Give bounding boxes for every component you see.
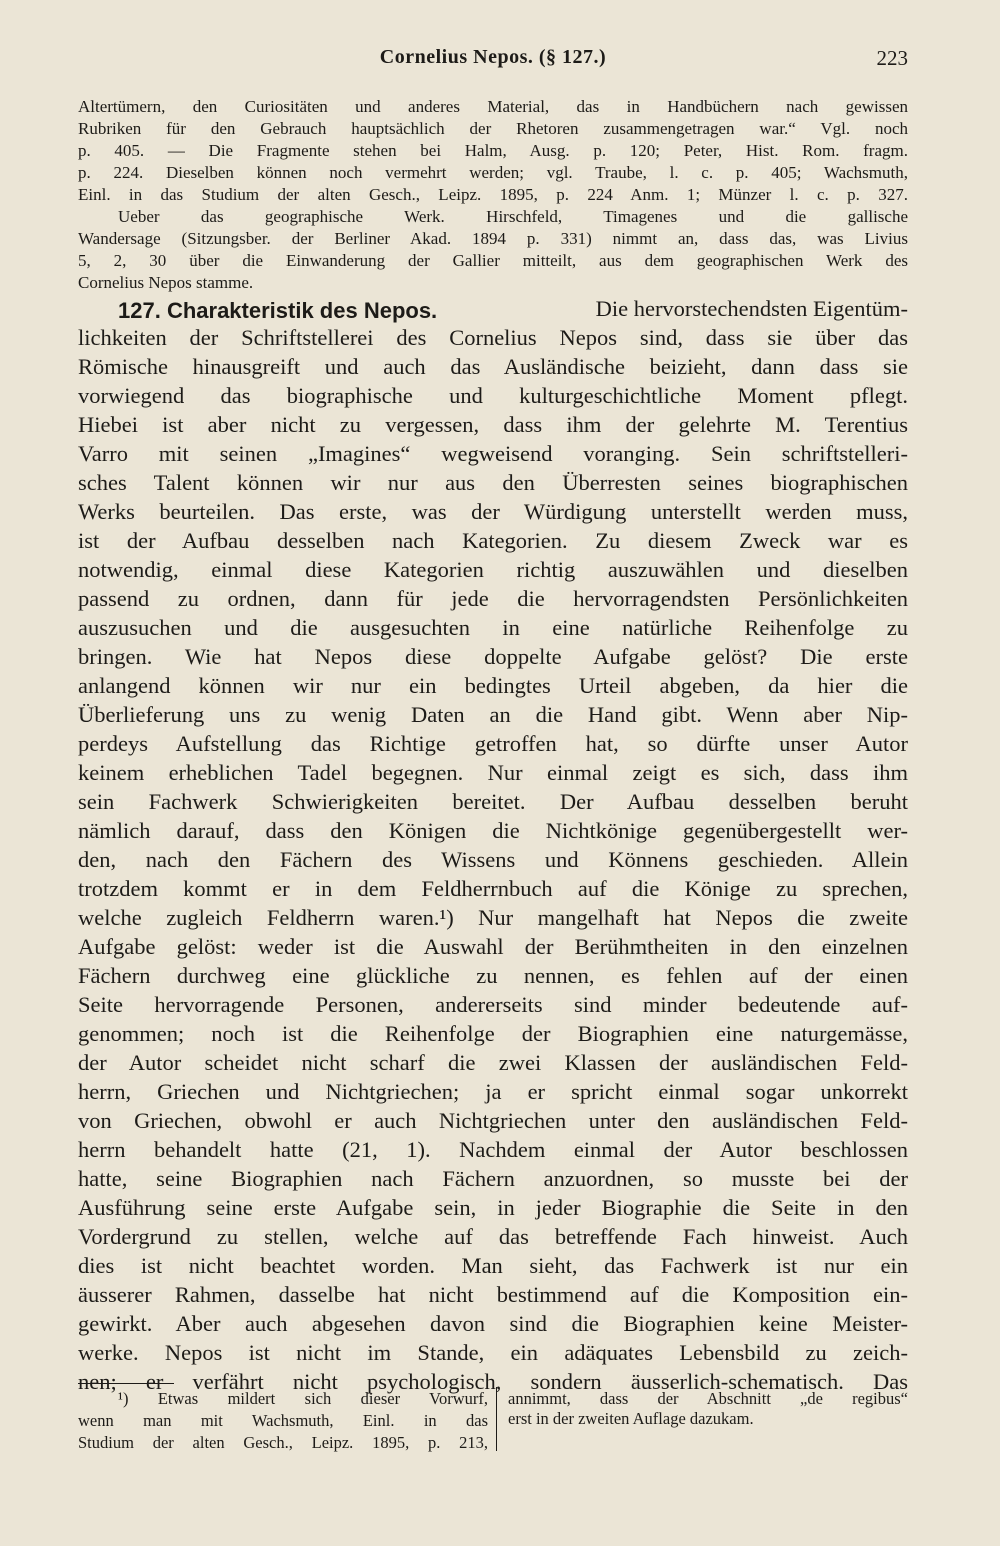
note-line: 5, 2, 30 über die Einwanderung der Gallier mitteilt, aus dem geographischen Werk des — [78, 251, 908, 270]
body-line: keinem erheblichen Tadel begegnen. Nur einmal zeigt es sich, dass ihm — [78, 760, 908, 785]
body-line: gewirkt. Aber auch abgesehen davon sind die Biographien keine Meister- — [78, 1311, 908, 1336]
footnote-line: Studium der alten Gesch., Leipz. 1895, p. 213, — [78, 1433, 488, 1452]
body-line: Varro mit seinen „Imagines“ wegweisend voranging. Sein schriftstelleri- — [78, 441, 908, 466]
body-line: Ausführung seine erste Aufgabe sein, in jeder Biographie die Seite in den — [78, 1195, 908, 1220]
body-line: den, nach den Fächern des Wissens und Könnens geschieden. Allein — [78, 847, 908, 872]
footnote-line: ¹) Etwas mildert sich dieser Vorwurf, — [118, 1389, 488, 1408]
running-title: Cornelius Nepos. (§ 127.) — [379, 46, 607, 68]
body-line: perdeys Aufstellung das Richtige getroffen hat, so dürfte unser Autor — [78, 731, 908, 756]
body-line: herrn, Griechen und Nichtgriechen; ja er spricht einmal sogar unkorrekt — [78, 1079, 908, 1104]
body-line: Überlieferung uns zu wenig Daten an die Hand gibt. Wenn aber Nip- — [78, 702, 908, 727]
body-line: Hiebei ist aber nicht zu vergessen, dass ihm der gelehrte M. Terentius — [78, 412, 908, 437]
body-line: welche zugleich Feldherrn waren.¹) Nur mangelhaft hat Nepos die zweite — [78, 905, 908, 930]
body-line: passend zu ordnen, dann für jede die hervorragendsten Persönlichkeiten — [78, 586, 908, 611]
footnote-line: erst in der zweiten Auflage dazukam. — [508, 1409, 754, 1428]
body-line: auszusuchen und die ausgesuchten in eine natürliche Reihenfolge zu — [78, 615, 908, 640]
body-line: anlangend können wir nur ein bedingtes Urteil abgeben, da hier die — [78, 673, 908, 698]
body-line: trotzdem kommt er in dem Feldherrnbuch auf die Könige zu sprechen, — [78, 876, 908, 901]
body-line: Seite hervorragende Personen, andererseits sind minder bedeutende auf- — [78, 992, 908, 1017]
note-line: Rubriken für den Gebrauch hauptsächlich der Rhetoren zusammengetragen war.“ Vgl. noch — [78, 119, 908, 138]
footnote-column-divider — [496, 1387, 497, 1451]
section-title: Charakteristik des Nepos. — [166, 298, 438, 323]
body-line: lichkeiten der Schriftstellerei des Cornelius Nepos sind, dass sie über das — [78, 325, 908, 350]
body-line: sein Fachwerk Schwierigkeiten bereitet. Der Aufbau desselben beruht — [78, 789, 908, 814]
body-line: genommen; noch ist die Reihenfolge der Biographien eine naturgemässe, — [78, 1021, 908, 1046]
body-line: sches Talent können wir nur aus den Überresten seines biographischen — [78, 470, 908, 495]
body-line: nämlich darauf, dass den Königen die Nichtkönige gegenübergestellt wer- — [78, 818, 908, 843]
body-line: dies ist nicht beachtet worden. Man sieht, das Fachwerk ist nur ein — [78, 1253, 908, 1278]
note-line: Ueber das geographische Werk. Hirschfeld, Timagenes und die gallische — [118, 207, 908, 226]
body-line: bringen. Wie hat Nepos diese doppelte Aufgabe gelöst? Die erste — [78, 644, 908, 669]
body-line: äusserer Rahmen, dasselbe hat nicht bestimmend auf die Komposition ein- — [78, 1282, 908, 1307]
note-line: p. 405. — Die Fragmente stehen bei Halm, Ausg. p. 120; Peter, Hist. Rom. fragm. — [78, 141, 908, 160]
body-line: nen; er verfährt nicht psychologisch, sondern äusserlich-schematisch. Das — [78, 1369, 908, 1394]
page-header — [78, 46, 908, 76]
body-line: Vordergrund zu stellen, welche auf das betreffende Fach hinweist. Auch — [78, 1224, 908, 1249]
section-heading — [118, 296, 437, 324]
body-line: Werks beurteilen. Das erste, was der Würdigung unterstellt werden muss, — [78, 499, 908, 524]
body-line: von Griechen, obwohl er auch Nichtgriechen unter den ausländischen Feld- — [78, 1108, 908, 1133]
note-line: Wandersage (Sitzungsber. der Berliner Akad. 1894 p. 331) nimmt an, dass das, was Livius — [78, 229, 908, 248]
note-line: Cornelius Nepos stamme. — [78, 273, 254, 292]
body-line: werke. Nepos ist nicht im Stande, ein adäquates Lebensbild zu zeich- — [78, 1340, 908, 1365]
body-line: notwendig, einmal diese Kategorien richtig auszuwählen und dieselben — [78, 557, 908, 582]
body-line: vorwiegend das biographische und kulturgeschichtliche Moment pflegt. — [78, 383, 908, 408]
footnote-rule — [78, 1383, 174, 1384]
body-line: Römische hinausgreift und auch das Ausländische beizieht, dann dass sie — [78, 354, 908, 379]
note-line: Einl. in das Studium der alten Gesch., Leipz. 1895, p. 224 Anm. 1; Münzer l. c. p. 327. — [78, 185, 908, 204]
page-number: 223 — [876, 46, 908, 70]
body-line: ist der Aufbau desselben nach Kategorien. Zu diesem Zweck war es — [78, 528, 908, 553]
body-line: Fächern durchweg eine glückliche zu nennen, es fehlen auf der einen — [78, 963, 908, 988]
body-line: herrn behandelt hatte (21, 1). Nachdem einmal der Autor beschlossen — [78, 1137, 908, 1162]
note-line: p. 224. Dieselben können noch vermehrt werden; vgl. Traube, l. c. p. 405; Wachsmuth, — [78, 163, 908, 182]
note-line: Altertümern, den Curiositäten und anderes Material, das in Handbüchern nach gewissen — [78, 97, 908, 116]
section-first-line: Die hervorstechendsten Eigentüm- — [595, 296, 908, 321]
body-line: hatte, seine Biographien nach Fächern anzuordnen, so musste bei der — [78, 1166, 908, 1191]
section-number: 127. — [118, 298, 161, 323]
footnote-line: annimmt, dass der Abschnitt „de regibus“ — [508, 1389, 908, 1408]
section-heading-line — [118, 296, 908, 324]
footnote-line: wenn man mit Wachsmuth, Einl. in das — [78, 1411, 488, 1430]
body-line: Aufgabe gelöst: weder ist die Auswahl der Berühmtheiten in den einzelnen — [78, 934, 908, 959]
body-line: der Autor scheidet nicht scharf die zwei Klassen der ausländischen Feld- — [78, 1050, 908, 1075]
